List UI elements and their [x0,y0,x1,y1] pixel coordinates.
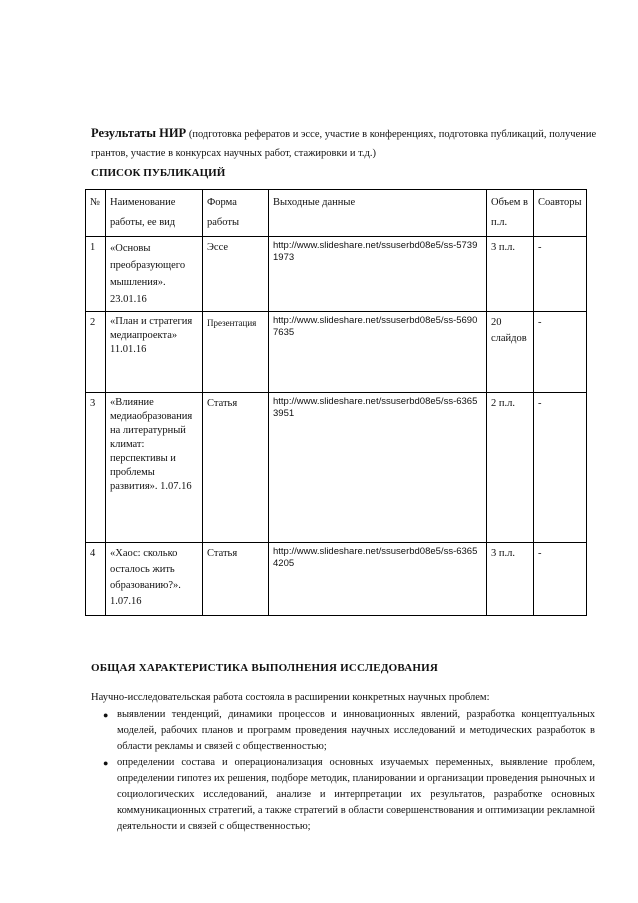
publications-table [85,189,587,616]
cell-output-link[interactable]: http://www.slideshare.net/ssuserbd08e5/ss-63654205 [269,543,487,616]
cell-coauthors: - [534,393,587,543]
publications-list-title: СПИСОК ПУБЛИКАЦИЙ [91,167,226,179]
cell-volume: 3 п.л. [487,543,534,616]
header-form: Форма работы [203,190,269,237]
table-row [86,312,587,393]
table-row [86,393,587,543]
list-item-text: выявлении тенденций, динамики процессов и инновационных явлений, разработка концептуальных моделей, рабочих планов и программ проведения научных исследований и методических разработок в области рекламы и связей с общественностью; [117,709,595,752]
cell-form: Статья [203,393,269,543]
results-paragraph [91,124,601,163]
cell-output-link[interactable]: http://www.slideshare.net/ssuserbd08e5/ss-56907635 [269,312,487,393]
cell-form: Статья [203,543,269,616]
cell-output-link[interactable]: http://www.slideshare.net/ssuserbd08e5/ss-57391973 [269,237,487,312]
header-num: № [86,190,106,237]
cell-coauthors: - [534,312,587,393]
list-item-text: определении состава и операционализация основных изучаемых переменных, выявление проблем, определении гипотез их решения, подборе методик, планировании и организации проведения рыночных и социологических исследований, анализе и интерпретации их результатов, разработке основных коммуникационных стратегий, а также стратегий в области совершенствования и оптимизации рекламной деятельности и связей с общественностью; [117,757,595,832]
bullet-icon: ● [103,710,109,720]
research-items-list [91,707,595,835]
results-heading: Результаты НИР [91,126,187,140]
cell-output-link[interactable]: http://www.slideshare.net/ssuserbd08e5/ss-63653951 [269,393,487,543]
bullet-icon: ● [103,758,109,768]
table-header-row [86,190,587,237]
table-row [86,543,587,616]
cell-name: «План и стратегия медиапроекта» 11.01.16 [106,312,203,393]
cell-form: Презентация [203,312,269,393]
cell-coauthors: - [534,543,587,616]
cell-num: 1 [86,237,106,312]
cell-name: «Хаос: сколько осталось жить образованию?». 1.07.16 [106,543,203,616]
header-name: Наименование работы, ее вид [106,190,203,237]
cell-num: 2 [86,312,106,393]
results-description: (подготовка рефератов и эссе, участие в конференциях, подготовка публикаций, получение грантов, участие в конкурсах научных работ, стажировки и т.д.) [91,129,597,159]
overview-title: ОБЩАЯ ХАРАКТЕРИСТИКА ВЫПОЛНЕНИЯ ИССЛЕДОВАНИЯ [91,662,438,674]
cell-name: «Основы преобразующего мышления». 23.01.16 [106,237,203,312]
cell-num: 4 [86,543,106,616]
table-row [86,237,587,312]
cell-form: Эссе [203,237,269,312]
header-volume: Объем в п.л. [487,190,534,237]
cell-volume: 3 п.л. [487,237,534,312]
cell-volume: 20 слайдов [487,312,534,393]
header-output: Выходные данные [269,190,487,237]
cell-num: 3 [86,393,106,543]
intro-paragraph: Научно-исследовательская работа состояла в расширении конкретных научных проблем: [91,692,490,703]
cell-volume: 2 п.л. [487,393,534,543]
cell-name: «Влияние медиаобразования на литературный климат: перспективы и проблемы развития». 1.07.16 [106,393,203,543]
list-item [91,755,595,835]
header-coauthors: Соавторы [534,190,587,237]
list-item [91,707,595,755]
cell-coauthors: - [534,237,587,312]
